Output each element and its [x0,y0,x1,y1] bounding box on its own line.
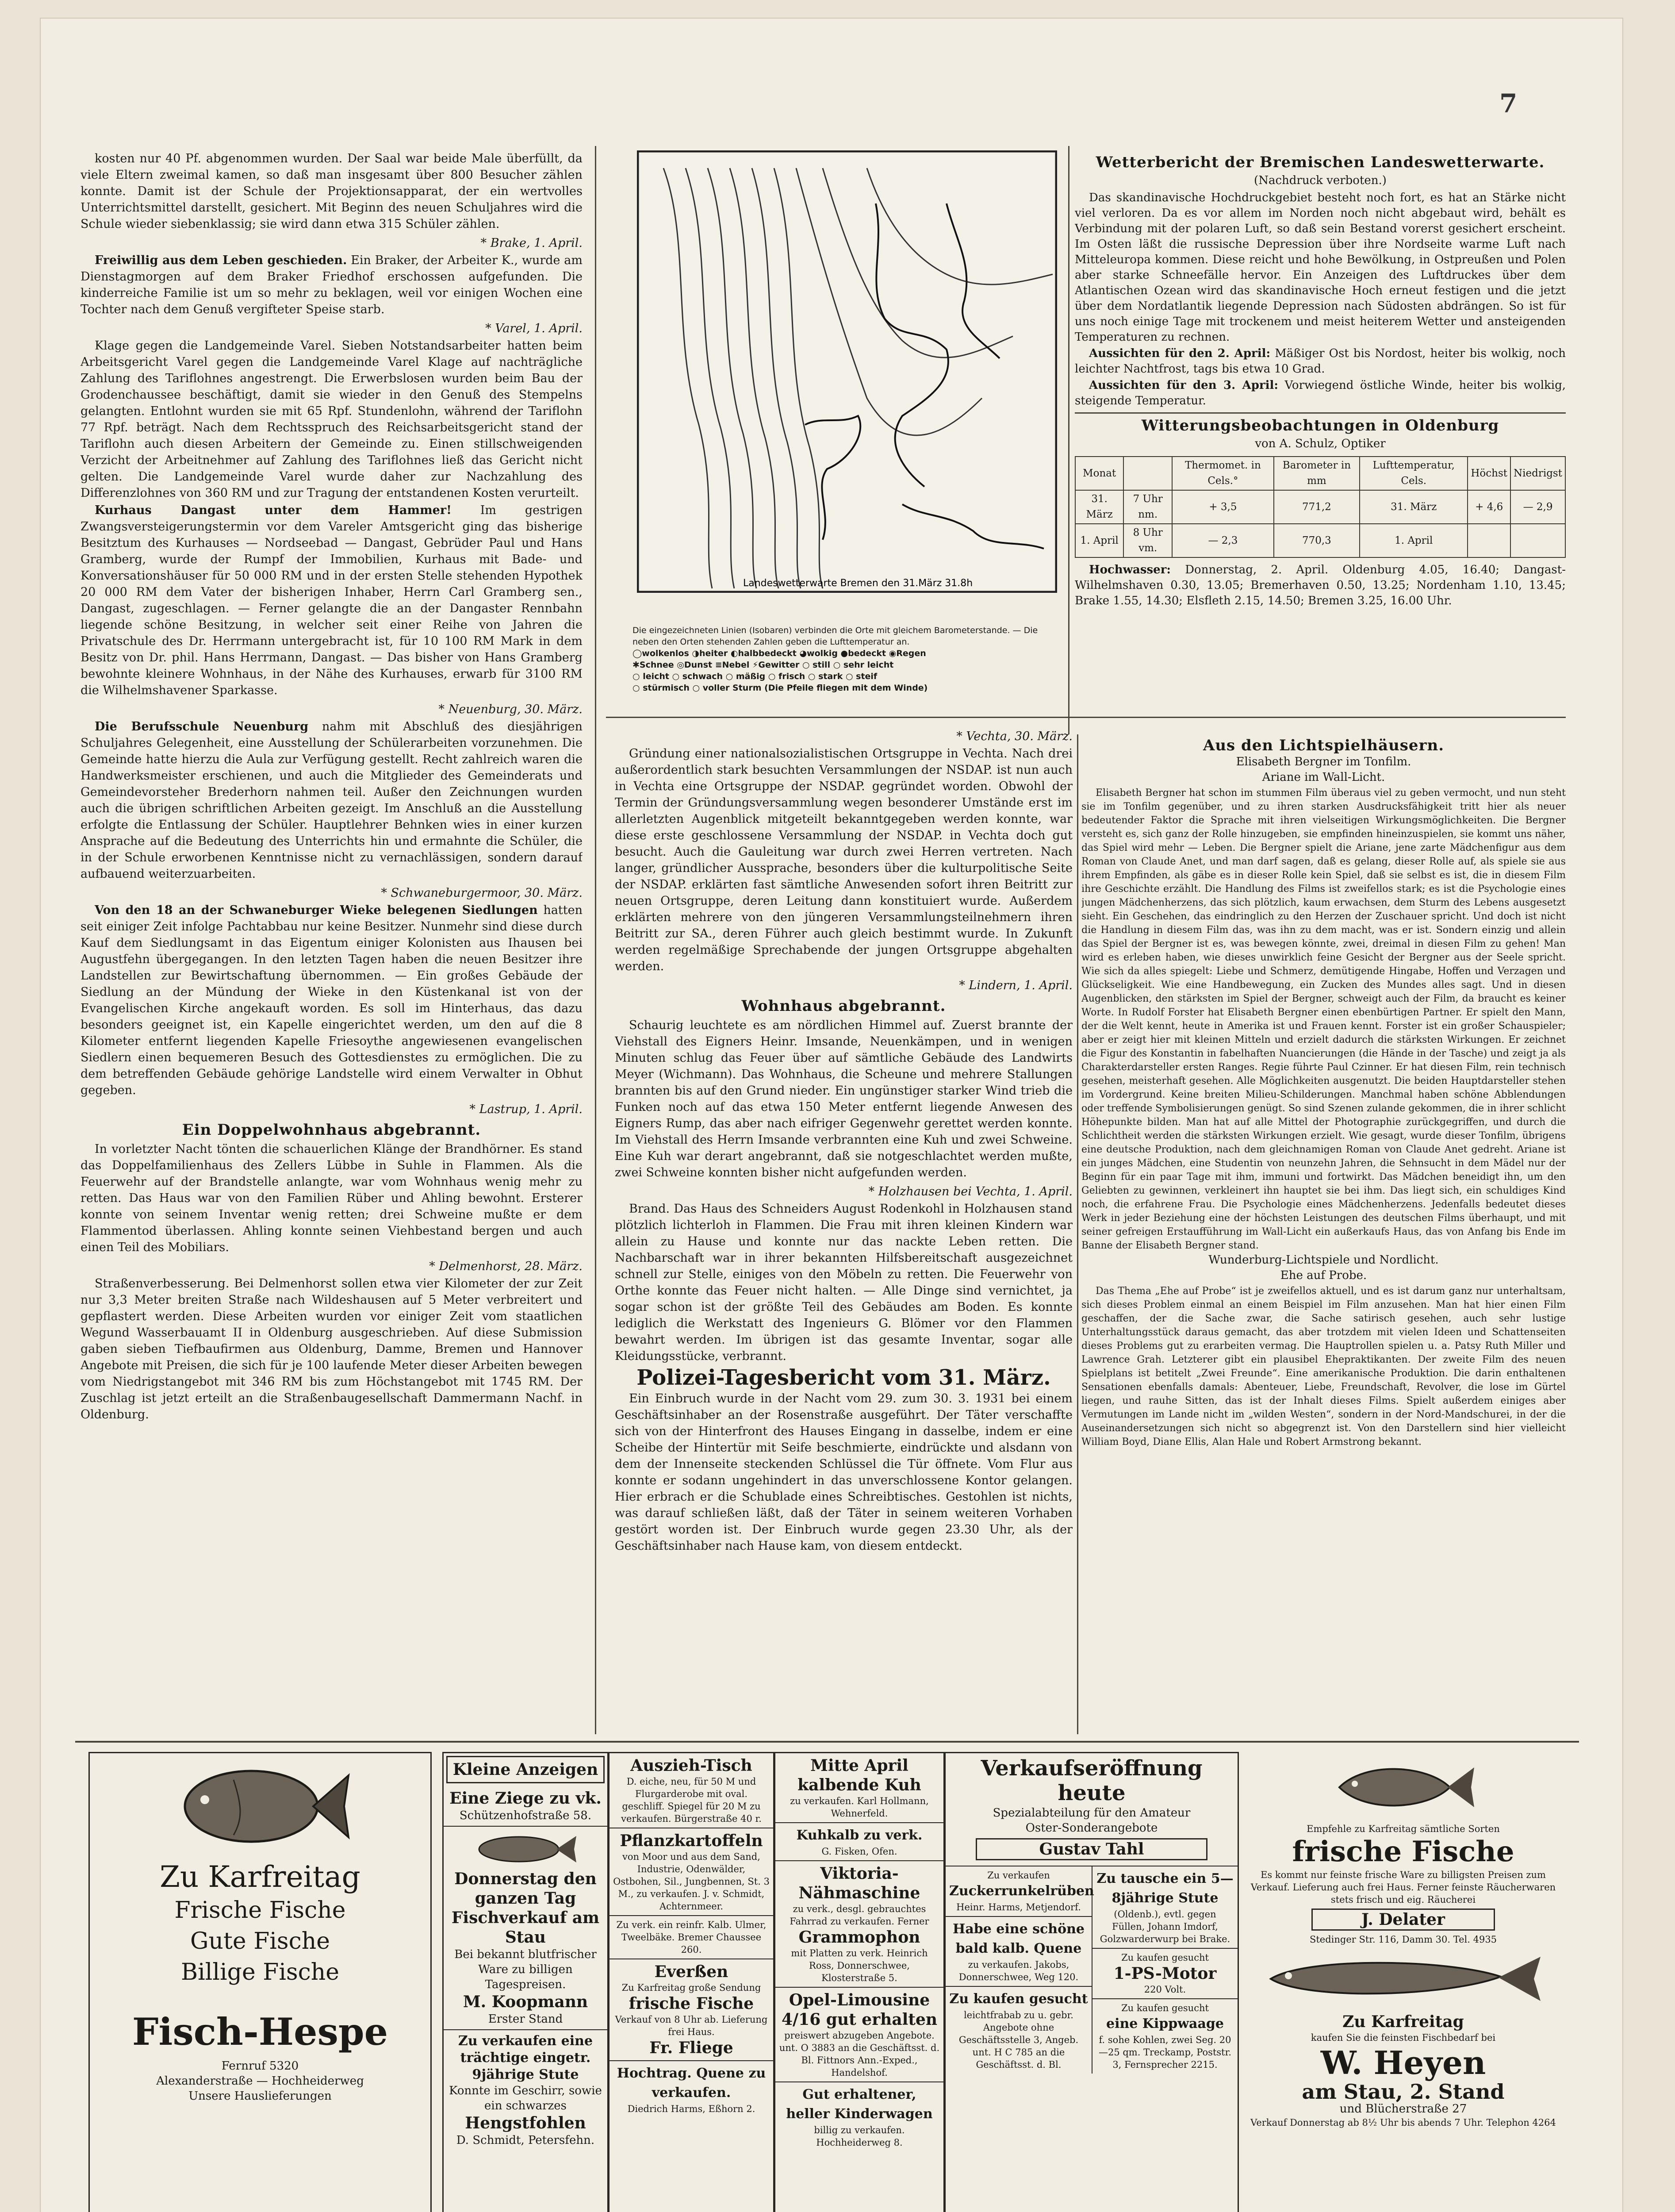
ad-text: leichtfrabab zu u. gebr. Angebote ohne Geschäftsstelle 3, Angeb. unt. H C 785 an die Geschäftsst. d. Bl. [958,2010,1079,2070]
ad-item [609,1753,773,1828]
cinema-headline: Aus den Lichtspielhäusern. [1203,737,1445,754]
ad-item [775,1861,943,1988]
column-rule [595,146,596,1734]
dateline: * Holzhausen bei Vechta, 1. April. [868,1185,1073,1198]
outlook-lead: Aussichten für den 2. April: [1089,347,1271,360]
article-body: hatten seit einiger Zeit infolge Pachtabbau nur keine Besitzer. Nunmehr sind diese durch Kauf dem Siedlungsamt in das Eigentum einiger Kolonisten aus Ihausen bei Augustfehn übergegangen. In den letzten Tagen haben die neuen Besitzer ihre Landstellen zur Bewirtschaftung übernommen. — Ein großes Gebäude der Siedlung an der Mündung der Wieke in den Küstenkanal ist von der Evangelischen Kirche angekauft worden. Es soll im Hinterhaus, das dazu besonders geeignet ist, ein Kapelle eingerichtet werden, um den auf die 8 Kilometer entfernt liegenden Kapelle Friesoythe angewiesenen evangelischen Siedlern einen bequemeren Besuch des Gottesdienstes zu ermöglichen. Die zu dem betreffenden Gebäude gehörige Landstelle wird einem Verwalter in Obhut gegeben. [80,903,583,1097]
dateline: * Neuenburg, 30. März. [438,703,583,716]
map-legend: ✱Schnee ◎Dunst ≡Nebel ⚡Gewitter ○ still ○ sehr leicht [632,660,894,670]
ad-text: zu verkaufen. Jakobs, Donnerschwee, Weg 120. [958,1959,1079,1982]
dateline: * Lastrup, 1. April. [469,1102,583,1116]
ad-kleine-anzeigen [442,1752,609,2212]
ad-item [1092,1866,1238,1949]
ad-name: D. Schmidt, Petersfehn. [456,2134,595,2147]
ad-title: Zu kaufen gesucht [949,1991,1088,2007]
ad-title: Kuhkalb zu verk. [796,1828,923,1843]
outlook-text [1075,378,1566,409]
ad-title: Hengstfohlen [465,2114,586,2132]
ad-text: Spezialabteilung für den Amateur [993,1806,1191,1820]
pike-icon [1262,1946,1545,2012]
weather-map [637,150,1057,615]
ad-brand: Fisch-Hespe [132,2010,388,2054]
ad-text: Empfehle zu Karfreitag sämtliche Sorten [1307,1824,1500,1834]
ad-item [946,1987,1092,2074]
table-header-row [1075,457,1565,490]
table-header: Niedrigst [1510,457,1565,490]
ad-text: Zu kaufen gesucht [1121,1952,1209,1963]
ad-headline: Zu Karfreitag [160,1860,360,1894]
article-text: kosten nur 40 Pf. abgenommen wurden. Der Saal war beide Male überfüllt, da viele Eltern zweimal kamen, so daß man insgesamt über 800 Besucher zählen konnte. Damit ist der Schule der Projektionsapparat, der ein wertvolles Unterrichtsmittel darstellt, gesichert. Mit Beginn des neuen Schuljahres wird die Schule wieder siebenklassig; sie wird dann etwa 315 Schüler zählen. [80,152,583,231]
observations-subtitle: von A. Schulz, Optiker [1255,437,1386,450]
ad-line: Gute Fische [190,1928,330,1955]
ad-name: Gustav Tahl [976,1838,1207,1860]
outlook-text [1075,346,1566,377]
ad-text: Verkauf von 8 Uhr ab. Lieferung frei Haus. [615,2014,768,2037]
ad-headline: Verkaufseröffnung heute [981,1756,1203,1805]
ad-title: Donnerstag den ganzen Tag Fischverkauf am Stau [451,1870,600,1947]
table-cell: 31. März [1075,490,1123,524]
ad-item [775,1753,943,1823]
ad-line: Frische Fische [174,1897,346,1924]
ad-title: Everßen [654,1962,728,1981]
ad-text: Heinr. Harms, Metjendorf. [956,1902,1081,1912]
map-title: Landeswetterwarte Bremen den 31.März 31.8h [743,578,973,589]
ad-item [946,1753,1238,1866]
ad-title: eine Kippwaage [1106,2016,1224,2032]
ad-address: Stedinger Str. 116, Damm 30. Tel. 4935 [1309,1934,1497,1945]
ad-address: Alexanderstraße — Hochheiderweg [156,2074,364,2088]
ad-item: Zu verk. ein reinfr. Kalb. Ulmer, Tweelbäke. Bremer Chaussee 260. [609,1916,773,1959]
ad-item [946,1866,1092,1917]
ad-text: von Moor und aus dem Sand, Industrie, Odenwälder, Ostbohen, Sil., Jungbennen, St. 3 M., zu verkaufen. J. v. Schmidt, Achternmeer. [613,1851,770,1912]
table-cell: 771,2 [1274,490,1360,524]
ad-item [775,1988,943,2082]
article-text: Elisabeth Bergner hat schon im stummen Film überaus viel zu geben vermocht, und nun steht sie im Tonfilm gegenüber, und zu ihren starken Ausdrucksfähigkeit tritt hier als neuer bedeutender Faktor die Sprache mit ihren vielseitigen Wirkungsmöglichkeiten. Die Bergner versteht es, sich ganz der Rolle hinzugeben, sie empfinden hineinzuspielen, sie kommt uns näher, das Spiel wird mehr — Leben. Die Bergner spielt die Ariane, jene zarte Mädchenfigur aus dem Roman von Claude Anet, und man darf sagen, daß es gelang, dieser Rolle auf, als spiele sie aus ihrem Empfinden, als gäbe es in dieser Rolle kein Spiel, daß sie selbst es ist, die in diesem Film ihre Geschichte erzählt. Die Handlung des Films ist zweifellos stark; es ist die Psychologie eines jungen Mädchenherzens, das sich plötzlich, kaum erwachsen, dem Sturm des Lebens ausgesetzt sieht. Ein Geschehen, das eindringlich zu den Herzen der Zuschauer spricht. Und doch ist nicht die Handlung in diesem Film das, was ihn zu dem macht, was er ist. Sondern einzig und allein das Spiel der Bergner ist es, was bewegen könnte, zwei, dreimal in diesen Film zu gehen! Man wird es erleben haben, wie dieses unwirklich feine Gesicht der Bergner aus der Seele spricht. Wie sich da alles spiegelt: Liebe und Schmerz, demütigende Hingabe, Hoffen und Verzagen und Glückseligkeit. Wie eine Handbewegung, ein Zucken des Mundes alles sagt. Und in diesen Augenblicken, den stärksten im Spiel der Bergner, schweigt auch der Film, da braucht es keiner Worte. In Rudolf Forster hat Elisabeth Bergner einen ebenbürtigen Partner. Er spielt den Mann, der die Welt kennt, heute in Amerika ist und Frauen kennt. Forster ist ein großer Schauspieler; aber er zeigt hier mit kleinen Mitteln und erzielt dadurch die stärksten Wirkungen. Er zeichnet die Figur des Konstantin in fabelhaften Nuancierungen (die Hände in der Tasche) und zeigt ja als Charakterdarsteller ersten Ranges. Regie führte Paul Czinner. Er hat diesen Film, rein technisch gesehen, meisterhaft gesehen. Alle Möglichkeiten ausgenutzt. Die beiden Hauptdarsteller stehen im Vordergrund. Keine breiten Milieu-Schilderungen. Manchmal haben schöne Abblendungen oder treffende Symbolisierungen genügt. So sind Szenen zulande gekommen, die in ihrer schlicht Höhepunkte bilden. Man hat auf alle Mittel der Photographie zurückgegriffen, und durch die Schlichtheit werden die stärksten Wirkungen erzielt. Wie gesagt, wurde dieser Tonfilm, übrigens eine deutsche Produktion, nach dem gleichnamigen Roman von Claude Anet gedreht. Ariane ist ein junges Mädchen, eine Studentin von neunzehn Jahren, die Sehnsucht in dem Mädel nur der Beginn für ein paar Tage mit ihm, immuni und fortwirkt. Das Mädchen beneidigt ihn, um den Geliebten zu gewinnen, verkleinert ihn hauptet sie bei ihm. Das liegt sich, ein schuldiges Kind noch, die erfahrene Frau. Die Psychologie eines Mädchenherzens. Jedenfalls bedeutet dieses Werk in jeder Beziehung eine der höchsten Leistungen des deutschen Films überhaupt, und mit seiner gefreigen Erstaufführung im Wall-Licht ein außerkaufs Haus, das von Anfang bis Ende im Banne der Elisabeth Bergner stand. [1081,787,1566,1251]
ad-name: Fr. Fliege [649,2039,733,2057]
table-header: Barometer in mm [1274,457,1360,490]
observations-table [1075,456,1566,558]
ad-text: zu verkaufen. Karl Hollmann, Wehnerfeld. [790,1796,929,1819]
table-header: Monat [1075,457,1123,490]
ad-item [775,2082,943,2151]
divider [1075,412,1566,414]
page-number: 7 [1499,88,1518,119]
fish-icon [167,1753,353,1859]
weather-subtitle: (Nachdruck verboten.) [1254,174,1387,187]
ad-text: Schützenhofstraße 58. [459,1809,592,1822]
ad-text: G. Fisken, Ofen. [821,1846,897,1857]
ad-text: Zu verkaufen [987,1870,1050,1881]
ad-column-6 [1241,1752,1566,2212]
map-legend: ◯wolkenlos ◑heiter ◐halbbedeckt ◕wolkig ●bedeckt ◉Regen [632,649,926,658]
ad-column-5 [944,1752,1239,2212]
table-cell: — 2,3 [1172,524,1274,557]
ad-title: Grammophon [798,1928,920,1947]
article-body: Im gestrigen Zwangsversteigerungstermin vor dem Vareler Amtsgericht ging das bisherige Besitztum des Kurhauses — Nordseebad — Dangast, Gebrüder Paul und Hans Gramberg, wurde der Rumpf der Immobilien, Kurhaus mit Bade- und Konversationshäuser für 50 000 RM und in der ersten Stelle stehenden Hypothek 20 000 RM dem Vater der bisherigen Inhaber, Herrn Carl Gramberg sen., Dangast, zugeschlagen. — Ferner gelangte die an der Dangaster Rennbahn liegende schöne Besitzung, in welcher seit einer Reihe von Jahren die Privatschule des Dr. Herrmann untergebracht ist, für 10 100 RM Mark in dem Besitz von Dr. phil. Hans Herrmann, Dangast. — Das bisher von Hans Gramberg bewohnte kleinere Wohnhaus, in der Nähe des Kurhauses, erwarb für 3100 RM die Wilhelmshavener Sparkasse. [80,503,583,697]
ad-text: Diedrich Harms, Eßhorn 2. [627,2104,755,2114]
ad-item [609,1828,773,1916]
ad-title: Zu Karfreitag [1342,2012,1464,2031]
ad-item [609,2061,773,2118]
table-header [1123,457,1172,490]
dateline: * Delmenhorst, 28. März. [429,1260,583,1273]
article-body: Ein Braker, der Arbeiter K., wurde am Dienstagmorgen auf dem Braker Friedhof erschossen aufgefunden. Die kinderreiche Familie ist um so mehr zu beklagen, weil vor einigen Wochen eine Tochter nach dem Genuß vergifteter Speise starb. [80,253,583,316]
article-lead: Die Berufsschule Neuenburg [95,720,309,733]
police-report-headline: Polizei-Tagesbericht vom 31. März. [636,1365,1051,1390]
article-text: Schaurig leuchtete es am nördlichen Himmel auf. Zuerst brannte der Viehstall des Eigners Heinr. Imsande, Neuenkämpen, und in wenigen Minuten schlug das Feuer über auf sämtliche Gebäude des Landwirts Meyer (Wichmann). Das Wohnhaus, die Scheune und mehrere Stallungen brannten bis auf den Grund nieder. Ein ungünstiger starker Wind trieb die Funken noch auf das etwa 150 Meter entfernt liegende Anwesen des Eigners Rump, das aber nach eifriger Gegenwehr gerettet werden konnte. Im Viehstall des Herrn Imsande verbrannten eine Kuh und zwei Schweine. Eine Kuh war derart angebrannt, daß sie notgeschlachtet werden mußte, zwei Schweine konnten bisher nicht aufgefunden werden. [615,1018,1073,1179]
ad-item [1092,1949,1238,1999]
ad-item [946,1917,1092,1987]
article-text: Brand. Das Haus des Schneiders August Rodenkohl in Holzhausen stand plötzlich lichterloh in Flammen. Die Frau mit ihren kleinen Kindern war allein zu Hause und konnte nur das nackte Leben retten. Die Nachbarschaft war in ihrer bekannten Hilfsbereitschaft ausgezeichnet schnell zur Stelle, einiges von den Möbeln zu retten. Die Feuerwehr von Orthe konnte das Feuer nicht halten. — Alle Dinge sind vernichtet, ja sogar schon ist der größte Teil des Gebäudes am Boden. Es konnte lediglich die Werkstatt des Ingenieurs G. Blömer vor den Flammen bewahrt werden. Im übrigen ist das gesamte Inventar, sogar alle Kleidungsstücke, verbrannt. [615,1202,1073,1363]
ad-title: frische Fische [629,1994,754,2013]
dateline: * Lindern, 1. April. [959,979,1073,992]
ad-item [1092,1999,1238,2074]
table-cell: 8 Uhr vm. [1123,524,1172,557]
table-cell: 1. April [1360,524,1468,557]
table-cell: — 2,9 [1510,490,1565,524]
advertisements [88,1752,1566,2212]
table-cell: 1. April [1075,524,1123,557]
column-rule [1077,734,1078,1734]
ad-title: Zu verkaufen eine trächtige eingetr. 9jährige Stute [458,2033,593,2082]
table-cell [1510,524,1565,557]
section-rule [606,717,1566,718]
map-caption: Die eingezeichneten Linien (Isobaren) verbinden die Orte mit gleichem Barometerstande. — Die neben den Orten stehenden Zahlen geben die Lufttemperatur an. [632,626,1038,647]
ad-title: Hochtrag. Quene zu verkaufen. [617,2066,766,2101]
article-lead: Kurhaus Dangast unter dem Hammer! [95,503,452,517]
dateline: * Vechta, 30. März. [956,730,1073,743]
article-text: Gründung einer nationalsozialistischen Ortsgruppe in Vechta. Nach drei außerordentlich stark besuchten Versammlungen der NSDAP. ist nun auch in Vechta eine Ortsgruppe der NSDAP. gegründet worden. Obwohl der Termin der Gründungsversammlung wegen besonderer Umstände erst im allerletzten Augenblick mitgeteilt bekanntgegeben werden konnte, war diese erste geschlossene Versammlung der NSDAP. in Vechta doch gut besucht. Auch die Gauleitung war durch zwei Herren vertreten. Nach langer, gründlicher Aussprache, besonders über die kulturpolitische Seite der NSDAP. erklärten fast sämtliche Anwesenden sofort ihren Beitritt zur neuen Ortsgruppe, deren Leitung dann konstituiert wurde. Außerdem erklärten mehrere von den jüngeren Versammlungsteilnehmern ihren Beitritt zur SA., deren Führer auch gleich bestimmt wurde. In Zukunft werden regelmäßige Sprechabende der jungen Ortsgruppe abgehalten werden. [615,747,1073,973]
ad-text: billig zu verkaufen. Hochheiderweg 8. [814,2125,905,2148]
ad-note: Unsere Hauslieferungen [188,2089,332,2103]
ad-subcolumn [1092,1866,1238,2074]
ad-item [444,1827,607,2030]
ad-column-4 [774,1752,945,2212]
table-cell: 7 Uhr nm. [1123,490,1172,524]
fish-icon [1330,1752,1476,1823]
column-rule [1068,146,1069,734]
ad-name: M. Koopmann [463,1993,588,2011]
table-cell: 770,3 [1274,524,1360,557]
table-cell: 31. März [1360,490,1468,524]
ads-rule [75,1741,1579,1743]
column-local-news-2 [615,726,1073,1730]
ad-text: (Oldenb.), evtl. gegen Füllen, Johann Imdorf, Golzwarderwurp bei Brake. [1100,1909,1230,1944]
column-local-news-1 [80,150,583,1686]
ad-headline: frische Fische [1292,1835,1514,1868]
article-headline: Wohnhaus abgebrannt. [741,997,946,1015]
ad-text: Zu Karfreitag große Sendung [621,1982,761,1993]
map-caption-block [632,625,1066,694]
ad-title: Pflanzkartoffeln [620,1832,763,1850]
weather-title: Wetterbericht der Bremischen Landeswetterwarte. [1096,154,1545,171]
dateline: * Schwaneburgermoor, 30. März. [381,886,583,900]
ad-phone: Fernruf 5320 [221,2059,299,2073]
ad-item [444,2030,607,2151]
article-text [80,502,583,699]
dateline: * Varel, 1. April. [485,322,583,335]
article-text: Klage gegen die Landgemeinde Varel. Sieben Notstandsarbeiter hatten beim Arbeitsgericht Varel gegen die Landgemeinde Varel Klage auf nachträgliche Zahlung des Tariflohnes angestrengt. Die Erwerbslosen wurden beim Bau der Grodenchaussee beschäftigt, damit sie wieder in den Genuß des Stempelns gelangten. Entlohnt wurden sie mit 65 Rpf. Stundenlohn, während der Tariflohn 77 Rpf. beträgt. Nach dem Rechtsspruch des Reichsarbeitsgericht stand der Tariflohn auch diesen Arbeitern der Gemeinde zu. Einen stillschweigenden Verzicht der Arbeitnehmer auf Zahlung des Tariflohnes ließ das Gericht nicht gelten. Die Landgemeinde Varel wurde daher zur Nachzahlung des Differenzlohnes von 360 RM und zur Tragung der entstandenen Kosten verurteilt. [80,339,583,500]
ad-column-3 [608,1752,774,2212]
map-legend: ○ leicht ○ schwach ○ mäßig ○ frisch ○ stark ○ steif [632,672,878,681]
ad-headline: Kleine Anzeigen [446,1756,605,1783]
map-legend: ○ stürmisch ○ voller Sturm (Die Pfeile fliegen mit dem Winde) [632,683,928,693]
ad-text: zu verk., desgl. gebrauchtes Fahrrad zu verkaufen. Ferner [790,1904,929,1927]
cinema-subheadline: Ariane im Wall-Licht. [1262,771,1385,784]
ad-text: f. sohe Kohlen, zwei Seg. 20—25 qm. Treckamp, Poststr. 3, Fernsprecher 2215. [1098,2035,1232,2070]
ad-item [775,1823,943,1861]
tide-text [1075,562,1566,609]
ad-title: Opel-Limousine 4/16 gut erhalten [781,1991,938,2029]
table-cell: + 4,6 [1468,490,1510,524]
article-text [80,902,583,1098]
outlook-body: Vorwiegend östliche Winde, heiter bis wolkig, steigende Temperatur. [1075,379,1566,407]
ad-row [946,1866,1238,2074]
ad-subcolumn [946,1866,1092,2074]
ad-location: am Stau, 2. Stand [1302,2080,1505,2104]
ad-fisch-hespe [88,1752,432,2212]
table-row [1075,524,1565,557]
newspaper-page [40,18,1623,2212]
ad-text: 220 Volt. [1144,1984,1186,1995]
ad-title: Habe eine schöne bald kalb. Quene [953,1921,1085,1956]
ad-item [609,1959,773,2061]
ad-title: 1-PS-Motor [1113,1964,1217,1983]
table-cell [1468,524,1510,557]
observations-title: Witterungsbeobachtungen in Oldenburg [1141,417,1499,434]
weather-report [1075,150,1566,708]
ad-text: Es kommt nur feinste frische Ware zu billigsten Preisen zum Verkauf. Lieferung auch frei Haus. Ferner feinste Räucherwaren stets frisch und eig. Räucherei [1250,1870,1556,1905]
cinema-subheadline: Wunderburg-Lichtspiele und Nordlicht. [1208,1253,1439,1267]
ad-text: Zu kaufen gesucht [1121,2003,1209,2013]
ad-address: und Blücherstraße 27 [1339,2102,1467,2116]
table-cell: + 3,5 [1172,490,1274,524]
ad-text: Erster Stand [488,2012,563,2026]
ad-line: Billige Fische [180,1959,340,1985]
ad-text: Oster-Sonderangebote [1025,1821,1158,1835]
ad-item [444,1786,607,1827]
ad-name: J. Delater [1311,1909,1495,1931]
tide-lead: Hochwasser: [1089,563,1171,576]
article-body: nahm mit Abschluß des diesjährigen Schuljahres Gelegenheit, eine Ausstellung der Schülerarbeiten vorzunehmen. Die Gemeinde hatte hierzu die Aula zur Verfügung gestellt. Recht zahlreich waren die Handwerksmeister erschienen, und auch die Mitglieder des Gemeinderats und Gemeindevorsteher Brederhorn nahmen teil. Außer den Zeichnungen wurden auch die übrigen schriftlichen Arbeiten gezeigt. Im Anschluß an die Ausstellung erfolgte die Entlassung der Schüler. Hauptlehrer Behnken wies in einer kurzen Ansprache auf die Bedeutung des Unterrichts hin und ermahnte die Schüler, die in der Schule erworbenen Kenntnisse nicht zu vernachlässigen, sondern darauf aufbauend weiterzuarbeiten. [80,720,583,881]
tide-body: Donnerstag, 2. April. Oldenburg 4.05, 16.40; Dangast-Wilhelmshaven 0.30, 13.05; Bremerhaven 0.50, 13.25; Nordenham 1.10, 13.45; Brake 1.55, 14.30; Elsfleth 2.15, 14.50; Bremen 3.25, 16.00 Uhr. [1075,563,1566,607]
ad-text: Verkauf Donnerstag ab 8½ Uhr bis abends 7 Uhr. Telephon 4264 [1250,2117,1556,2128]
ad-title: Zu tausche ein 5—8jährige Stute [1096,1871,1234,1906]
fish-icon [472,1829,579,1869]
column-cinema [1081,734,1566,1730]
ad-title: Gut erhaltener, heller Kinderwagen [786,2087,933,2122]
article-text: Ein Einbruch wurde in der Nacht vom 29. zum 30. 3. 1931 bei einem Geschäftsinhaber an der Rosenstraße ausgeführt. Der Täter verschaffte sich von der Hinterfront des Hauses Eingang in dasselbe, indem er eine Scheibe der Hintertür mit Seife beschmierte, eindrückte und alsdann von dem der Innenseite steckenden Schlüssel die Tür öffnete. Vom Flur aus konnte er sodann ungehindert in das unverschlossene Kontor gelangen. Hier erbrach er die Schublade eines Schreibtisches. Gestohlen ist nichts, was darauf schließen läßt, daß der Täter in seinem weiteren Vorhaben gestört worden ist. Der Einbruch wurde gegen 23.30 Uhr, als der Geschäftsinhaber nach Hause kam, von diesem entdeckt. [615,1392,1073,1553]
ad-text: kaufen Sie die feinsten Fischbedarf bei [1311,2032,1496,2043]
article-text [80,252,583,318]
weather-text: Das skandinavische Hochdruckgebiet besteht noch fort, es hat an Stärke nicht viel verloren. Da es vor allem im Norden noch nicht abgebaut wird, behält es Verbindung mit der polaren Luft, so daß sein Bestand vorerst gesichert erscheint. Im Osten läßt die russische Depression über ihre Nordseite warme Luft nach Mitteleuropa kommen. Diese reicht und hohe Bewölkung, in Ostpreußen und Polen aber starke Schneefälle hervor. Ein Anzeigen des Luftdruckes über dem Atlantischen Ozean wird das skandinavische Hoch erneut festigen und die jetzt über dem Nordatlantik liegende Depression nach Südosten abdrängen. So ist für uns noch einige Tage mit trockenem und meist heiterem Wetter und ansteigenden Temperaturen zu rechnen. [1075,191,1566,344]
ad-text: mit Platten zu verk. Heinrich Ross, Donnerschwee, Klosterstraße 5. [791,1948,928,1983]
outlook-lead: Aussichten für den 3. April: [1089,379,1278,392]
ad-text: preiswert abzugeben Angebote. unt. O 3883 an die Geschäftsst. d. Bl. Fittnors Ann.-Exped., Handelshof. [779,2030,940,2078]
table-header: Höchst [1468,457,1510,490]
cinema-subheadline: Ehe auf Probe. [1280,1269,1367,1282]
cinema-subheadline: Elisabeth Bergner im Tonfilm. [1236,755,1411,768]
article-lead: Freiwillig aus dem Leben geschieden. [95,253,347,267]
ad-brand: W. Heyen [1320,2044,1486,2081]
dateline: * Brake, 1. April. [480,236,583,250]
ad-title: Mitte April kalbende Kuh [797,1756,921,1794]
ad-text: D. eiche, neu, für 50 M und Flurgarderobe mit oval. geschliff. Spiegel für 20 M zu verkaufen. Bürgerstraße 40 r. [621,1776,762,1824]
outlook-body: Mäßiger Ost bis Nordost, heiter bis wolkig, noch leichter Nachtfrost, tags bis etwa 10 Grad. [1075,347,1566,376]
table-header: Thermomet. in Cels.° [1172,457,1274,490]
ad-text: Bei bekannt blutfrischer Ware zu billigen Tagespreisen. [454,1948,597,1991]
article-lead: Von den 18 an der Schwaneburger Wieke belegenen Siedlungen [95,903,538,917]
article-text [80,718,583,882]
article-headline: Ein Doppelwohnhaus abgebrannt. [182,1121,481,1139]
table-header: Lufttemperatur, Cels. [1360,457,1468,490]
weather-map-graphic [637,150,1057,593]
ad-text: Konnte im Geschirr, sowie ein schwarzes [449,2084,602,2112]
article-text: In vorletzter Nacht tönten die schauerlichen Klänge der Brandhörner. Es stand das Doppelfamilienhaus des Zellers Lübbe in Suhle in Flammen. Als die Feuerwehr auf der Brandstelle anlangte, war vom Wohnhaus wenig mehr zu retten. Das Haus war von den Familien Rüber und Ahling bewohnt. Ersterer konnte von seinem Inventar wenig retten; drei Schweine mußte er dem Flammentod überlassen. Ahling konnte seinen Viehbestand bergen und auch einen Teil des Mobiliars. [80,1142,583,1254]
ad-title: Auszieh-Tisch [630,1756,752,1775]
ad-title: Eine Ziege zu vk. [449,1789,602,1808]
ad-title: Viktoria- Nähmaschine [798,1864,920,1902]
article-text: Straßenverbesserung. Bei Delmenhorst sollen etwa vier Kilometer der zur Zeit nur 3,3 Meter breiten Straße nach Wildeshausen auf 5 Meter verbreitert und gepflastert werden. Diese Arbeiten wurden vor einiger Zeit vom staatlichen Wegund Wasserbauamt II in Oldenburg ausgeschrieben. Auf diese Submission gaben sieben Tiefbaufirmen aus Oldenburg, Damme, Bremen und Hannover Angebote mit Preisen, die sich für je 100 laufende Meter dieser Arbeiten bewegen vom Niedrigstangebot mit 346 RM bis zum Höchstangebot mit 1745 RM. Der Zuschlag ist jetzt erteilt an die Straßenbaugesellschaft Dammermann Nachf. in Oldenburg. [80,1277,583,1421]
table-row [1075,490,1565,524]
article-text: Das Thema „Ehe auf Probe“ ist je zweifellos aktuell, und es ist darum ganz nur unterhaltsam, sich dieses Problem einmal an einem Beispiel im Film anzusehen. Man hat hier einen Film geschaffen, der die Sache zwar, die Sache satirisch gesehen, auch sehr lustige Unterhaltungsstück daraus gemacht, das aber trotzdem mit vielen Ideen und Schattenseiten dieses Problems gut zu erarbeiten vermag. Die Hauptrollen spielen u. a. Patsy Ruth Miller und Lawrence Grah. Letzterer gibt ein plausibel Ehepraktikanten. Der zweite Film des neuen Spielplans ist betitelt „Zwei Freunde“. Eine amerikanische Produktion. Die darin enthaltenen Sensationen ebenfalls damals: Abenteuer, Liebe, Freundschaft, Revolver, die lose im Gürtel liegen, und rauhe Sitten, das ist der Inhalt dieses Films. Spielt außerdem einiges aber Vermutungen im Lande nicht im „wilden Westen“, sondern in der Nord-Mandschurei, in der die Auseinandersetzungen sich nicht so abgegrenzt ist. Von den Darstellern sind hier vielleicht William Boyd, Diane Ellis, Alan Hale und Robert Armstrong bekannt. [1081,1286,1566,1448]
ad-title: Zuckerrunkelrüben [949,1883,1094,1899]
